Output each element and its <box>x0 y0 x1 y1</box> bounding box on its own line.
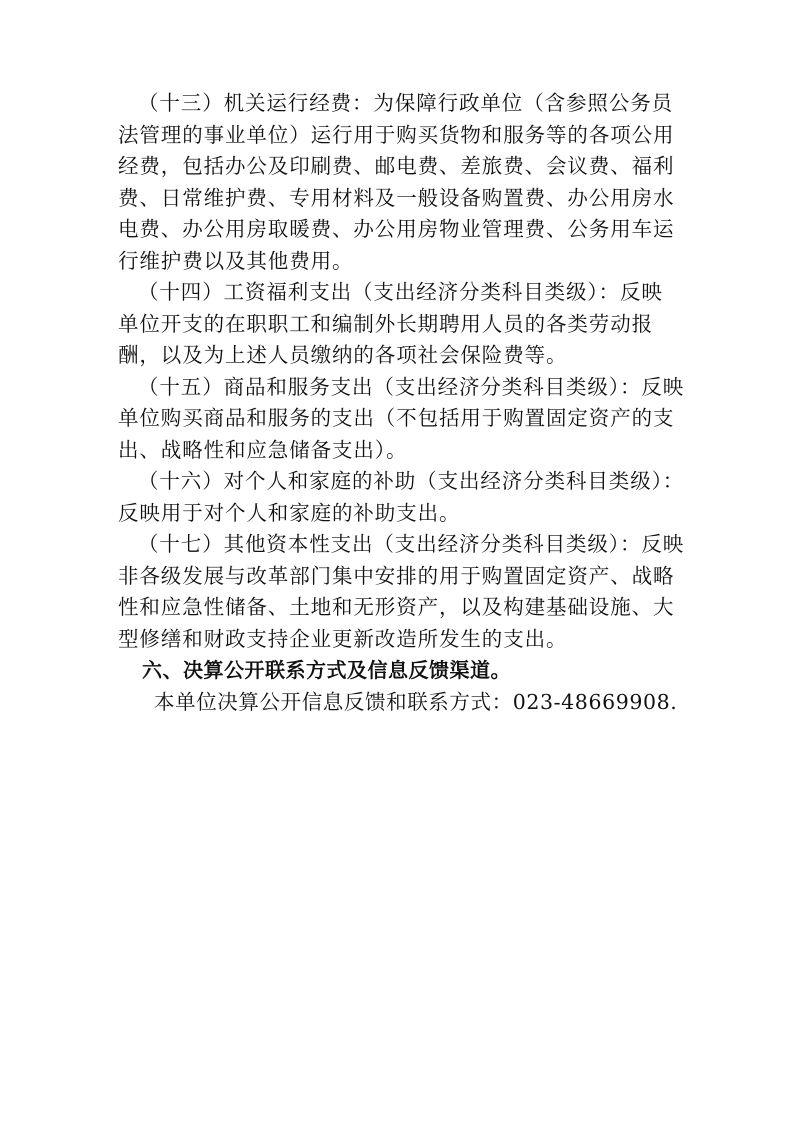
paragraph-16-line-1: （十六）对个人和家庭的补助（支出经济分类科目类级）： <box>138 469 685 493</box>
paragraph-15-line-3: 出、战略性和应急储备支出）。 <box>118 437 408 462</box>
paragraph-13-line-5: 电费、办公用房取暖费、办公用房物业管理费、公务用车运 <box>118 217 675 241</box>
paragraph-14-line-1: （十四）工资福利支出（支出经济分类科目类级）：反映 <box>138 280 663 304</box>
paragraph-13-line-1: （十三）机关运行经费：为保障行政单位（含参照公务员 <box>138 91 673 115</box>
paragraph-17-line-3: 性和应急性储备、土地和无形资产，以及构建基础设施、大 <box>118 595 675 619</box>
paragraph-14-line-2: 单位开支的在职职工和编制外长期聘用人员的各类劳动报 <box>118 311 653 336</box>
section-heading: 六、决算公开联系方式及信息反馈渠道。 <box>142 658 511 682</box>
paragraph-17-line-2: 非各级发展与改革部门集中安排的用于购置固定资产、战略 <box>118 563 675 588</box>
paragraph-13-line-4: 费、日常维护费、专用材料及一般设备购置费、办公用房水 <box>118 185 675 210</box>
paragraph-13-line-2: 法管理的事业单位）运行用于购买货物和服务等的各项公用 <box>118 122 675 147</box>
paragraph-17-line-1: （十七）其他资本性支出（支出经济分类科目类级）：反映 <box>138 532 685 556</box>
paragraph-13-line-6: 行维护费以及其他费用。 <box>118 248 354 273</box>
paragraph-15-line-2: 单位购买商品和服务的支出（不包括用于购置固定资产的支 <box>118 406 675 430</box>
paragraph-17-line-4: 型修缮和财政支持企业更新改造所发生的支出。 <box>118 626 568 651</box>
paragraph-16-line-2: 反映用于对个人和家庭的补助支出。 <box>118 500 461 525</box>
paragraph-13-line-3: 经费，包括办公及印刷费、邮电费、差旅费、会议费、福利 <box>118 154 675 178</box>
contact-info: 本单位决算公开信息反馈和联系方式：023-48669908. <box>154 689 678 714</box>
paragraph-14-line-3: 酬，以及为上述人员缴纳的各项社会保险费等。 <box>118 343 568 367</box>
paragraph-15-line-1: （十五）商品和服务支出（支出经济分类科目类级）：反映 <box>138 374 685 399</box>
document-body <box>118 88 685 718</box>
